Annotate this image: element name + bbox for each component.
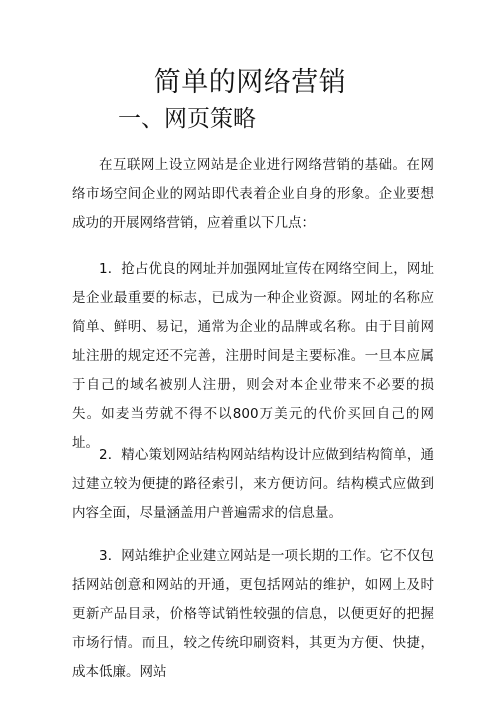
paragraph-point-1: 1．抢占优良的网址并加强网址宣传在网络空间上，网址是企业最重要的标志，已成为一种企业资源。网址的名称应简单、鲜明、易记，通常为企业的品牌或名称。由于目前网址注册的规定还不完善，注册时间是主要标准。一旦本应属于自己的域名被别人注册，则会对本企业带来不必要的损失。如麦当劳就不得不以800万美元的代价买回自己的网址。 — [72, 261, 434, 451]
paragraph-point-3: 3．网站维护企业建立网站是一项长期的工作。它不仅包括网站创意和网站的开通，更包括网站的维护，如网上及时更新产品目录，价格等试销性较强的信息，以便更好的把握市场行情。而且，较之传统印刷资料，其更为方便、快捷，成本低廉。网站 — [72, 548, 434, 680]
paragraph-intro: 在互联网上设立网站是企业进行网络营销的基础。在网络市场空间企业的网站即代表着企业自身的形象。企业要想成功的开展网络营销，应着重以下几点： — [72, 157, 434, 231]
paragraph-point-2: 2．精心策划网站结构网站结构设计应做到结构简单，通过建立较为便捷的路径索引，来方便访问。结构模式应做到内容全面，尽量涵盖用户普遍需求的信息量。 — [72, 447, 434, 521]
section-heading: 一、网页策略 — [118, 106, 256, 132]
document-title: 简单的网络营销 — [153, 67, 347, 98]
